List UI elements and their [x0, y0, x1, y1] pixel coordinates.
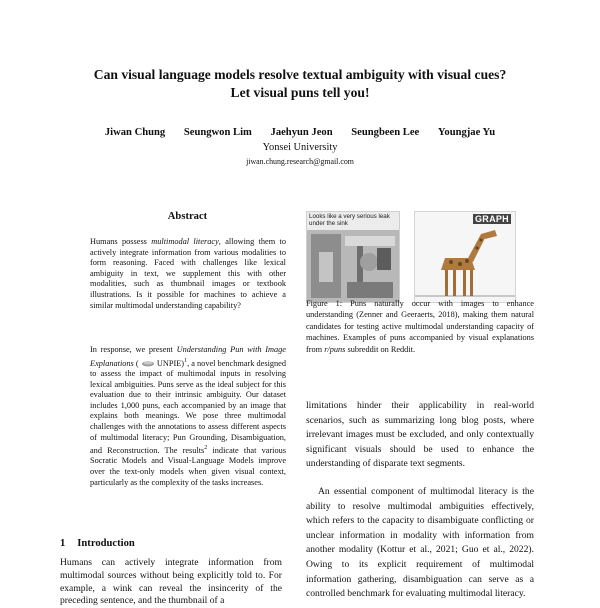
intro-paragraph: Humans can actively integrate information from multimodal sources without being explicitly told to. For example, a wink can reveal the insincerity of the preceding sentence, and the thumbnail of a: [60, 557, 282, 607]
author-list: [40, 126, 560, 139]
caption-text: subreddit on Reddit.: [345, 344, 416, 354]
unpie-logo-icon: [141, 360, 155, 367]
leak-photo-illustration: [307, 212, 399, 302]
footnote-mark[interactable]: 2: [204, 445, 208, 452]
abstract-paragraph-1: [90, 237, 286, 311]
author-email: jiwan.chung.research@gmail.com: [246, 157, 354, 166]
abstract-text: indicate that various Socratic Models and Visual-Language Models improve over the text-only models when given visual context, particularly as the complexity of the tasks increases.: [90, 445, 286, 487]
giraffe-graph-illustration: [415, 212, 515, 302]
section-number: 1: [60, 538, 66, 549]
figure-right-image: [414, 211, 516, 303]
author-name: Jaehyun Jeon: [270, 127, 333, 138]
affiliation: Yonsei University: [262, 142, 338, 153]
footnote-mark[interactable]: 1: [184, 357, 188, 364]
section-title: Introduction: [77, 538, 135, 549]
caption-text: Figure 1: Puns naturally occur with images to enhance understanding (Zenner and Geeraerts, 2018), making them natural candidates for testing active multimodal understanding capacity of machines. Examples of puns accompanied by visual explanations from: [306, 299, 534, 354]
abstract-text: , allowing them to actively integrate information from various modalities to form reasoning. Faced with challenges like lexical ambiguity in text, we supplement this with other modalities, such as thumbnail images or textbook illustrations. Is it possible for machines to achieve a similar multimodal understanding capability?: [90, 237, 286, 310]
section-heading: [60, 538, 135, 549]
abstract-emphasis: multimodal literacy: [151, 237, 219, 246]
graph-label-text: GRAPH: [474, 214, 509, 224]
author-name: Youngjae Yu: [437, 127, 496, 138]
benchmark-full-name: Understanding Pun with Image Explanations: [90, 345, 286, 368]
author-name: Jiwan Chung: [104, 127, 166, 138]
benchmark-name: UNPIE): [156, 358, 185, 368]
author-name: Seungwon Lim: [183, 127, 252, 138]
abstract-paragraph-2: [90, 345, 286, 488]
figure-left-image: [306, 211, 400, 303]
paper-title: [40, 66, 560, 102]
right-column-paragraph-1: limitations hinder their applicability in real-world scenarios, such as summarizing long blog posts, where irrelevant images must be excluded, and only contextually significant visuals should be used to enhance the understanding of disparate text segments.: [306, 400, 534, 470]
title-line-1: Can visual language models resolve textual ambiguity with visual cues?: [93, 67, 507, 82]
abstract-text: In response, we present: [90, 345, 177, 354]
image-caption-text: Looks like a very serious leak under the sink: [309, 213, 390, 228]
abstract-text: (: [133, 358, 141, 368]
abstract-heading: Abstract: [167, 211, 208, 222]
right-column-paragraph-2: An essential component of multimodal literacy is the ability to resolve multimodal ambiguities effectively, which refers to the capacity to disambiguate conflicting or unclear information in modality with information from another modality (Kottur et al., 2021; Guo et al., 2022). Owing to its explicit requirement of multimodal information gathering, disambiguation can serve as a controlled benchmark for evaluating multimodal literacy.: [306, 486, 534, 600]
caption-subreddit: r/puns: [324, 344, 346, 354]
abstract-text: Humans possess: [90, 237, 152, 246]
author-name: Seungbeen Lee: [351, 127, 420, 138]
title-line-2: Let visual puns tell you!: [230, 85, 370, 100]
figure-caption: [306, 298, 534, 355]
abstract-text: , a novel benchmark designed to assess the impact of multimodal inputs in resolving lexical ambiguities. Puns serve as the ideal subject for this evaluation due to their intrinsic ambiguity. Our dataset includes 1,000 puns, each accompanied by an image that explains both meanings. We pose three multimodal challenges with the annotations to assess different aspects of multimodal literacy; Pun Grounding, Disambiguation, and Reconstruction. The results: [90, 358, 287, 455]
